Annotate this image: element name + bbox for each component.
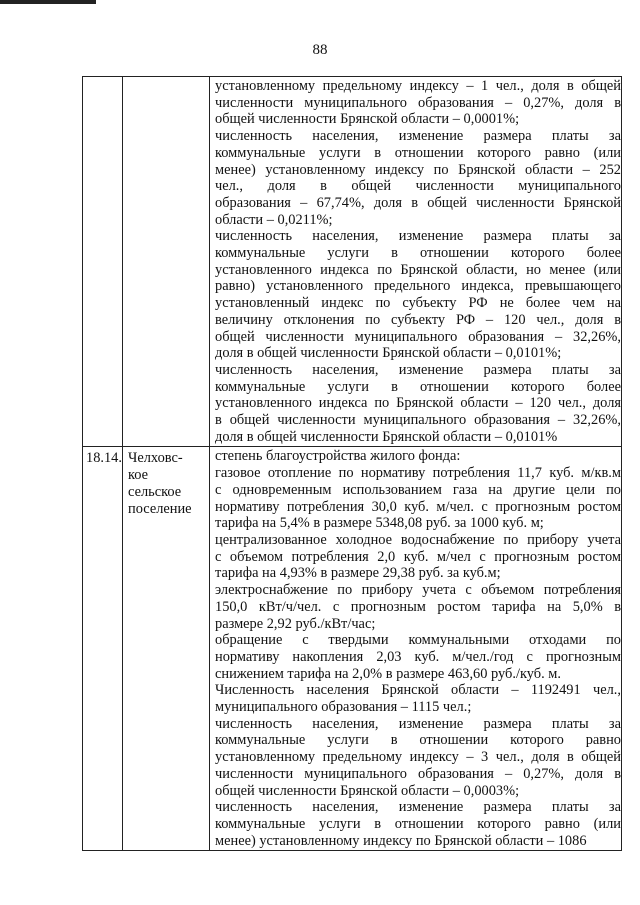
text-line: общей численности муниципального образования – 32,26%, (215, 328, 621, 345)
document-table (82, 76, 622, 851)
text-line: области – 0,0211%; (215, 211, 333, 228)
text-line: равно) установленного предельного индекса, превышающего (215, 278, 621, 295)
description-text (210, 77, 621, 446)
settlement-name-line: сельское (128, 483, 182, 500)
text-line: численности муниципального образования – 0,27%, доля в (215, 94, 621, 111)
text-line: 150,0 кВт/ч/чел. с прогнозным ростом тарифа на 5,0% в (215, 598, 621, 615)
text-line: в общей численности муниципального образования – 32,26%, (215, 412, 621, 429)
text-line: с объемом потребления 2,0 куб. м/чел с прогнозным ростом (215, 548, 621, 565)
text-line: доля в общей численности Брянской области – 0,0101%; (215, 345, 562, 362)
text-line: тарифа на 4,93% в размере 29,38 руб. за куб.м; (215, 565, 501, 582)
text-line: общей численности Брянской области – 0,0003%; (215, 782, 520, 799)
text-line: установленный индекс по субъекту РФ не более чем на (215, 295, 621, 312)
text-line: Численность населения Брянской области – 1192491 чел., (215, 682, 621, 699)
text-line: величину отклонения по субъекту РФ – 120 чел., доля в (215, 311, 621, 328)
text-line: нормативу накопления 2,03 куб. м/чел./год с прогнозным (215, 648, 621, 665)
text-line: коммунальные услуги в отношении которого более (215, 378, 621, 395)
table-row (83, 77, 622, 447)
text-line: установленному предельному индексу – 1 чел., доля в общей (215, 78, 621, 94)
text-line: образования – 67,74%, доля в общей численности Брянской (215, 194, 621, 211)
settlement-name (123, 77, 209, 80)
text-line: нормативу потребления 30,0 куб. м/чел. с прогнозным ростом (215, 498, 621, 515)
text-line: электроснабжение по прибору учета с объемом потребления (215, 582, 621, 599)
settlement-name (123, 447, 209, 517)
settlement-name-cell (123, 447, 210, 851)
text-line: газовое отопление по нормативу потребления 11,7 куб. м/кв.м (215, 465, 621, 482)
row-number-cell (83, 447, 123, 851)
text-line: размере 2,92 руб./кВт/час; (215, 615, 376, 632)
page-number: 88 (312, 42, 328, 58)
description-text (210, 447, 621, 850)
text-line: степень благоустройства жилого фонда: (215, 448, 461, 465)
text-line: менее) установленному индексу по Брянской области – 252 (215, 161, 621, 178)
settlement-name-cell (123, 77, 210, 447)
text-line: численность населения, изменение размера платы за (215, 228, 621, 245)
text-line: менее) установленному индексу по Брянской области – 1086 (215, 832, 587, 849)
text-line: установленному предельному индексу – 3 чел., доля в общей (215, 749, 621, 766)
text-line: численность населения, изменение размера платы за (215, 361, 621, 378)
row-number (83, 77, 122, 80)
text-line: коммунальные услуги в отношении которого равно (или (215, 815, 621, 832)
top-edge-mark (0, 0, 96, 4)
row-number: 18.14. (86, 450, 122, 467)
text-line: коммунальные услуги в отношении которого равно (215, 732, 621, 749)
text-line: обращение с твердыми коммунальными отходами по (215, 632, 621, 649)
text-line: коммунальные услуги в отношении которого равно (или (215, 144, 621, 161)
text-line: доля в общей численности Брянской области – 0,0101% (215, 428, 558, 445)
text-line: установленного индекса по Брянской области – 120 чел., доля (215, 395, 621, 412)
text-line: чел., доля в общей численности муниципального (215, 178, 621, 195)
text-line: численности муниципального образования – 0,27%, доля в (215, 765, 621, 782)
text-line: установленного индекса по Брянской области, но менее (или (215, 261, 621, 278)
text-line: централизованное холодное водоснабжение по прибору учета (215, 531, 621, 548)
text-line: общей численности Брянской области – 0,0001%; (215, 111, 520, 128)
text-line: численность населения, изменение размера платы за (215, 799, 621, 816)
text-line: муниципального образования – 1115 чел.; (215, 699, 472, 716)
settlement-name-line: кое (128, 467, 149, 484)
description-cell (210, 447, 622, 851)
row-number-cell (83, 77, 123, 447)
text-line: коммунальные услуги в отношении которого более (215, 245, 621, 262)
settlement-name-line: поселение (128, 500, 192, 517)
text-line: численность населения, изменение размера платы за (215, 128, 621, 145)
table-row (83, 447, 622, 851)
text-line: с одновременным использованием газа на другие цели по (215, 481, 621, 498)
text-line: численность населения, изменение размера платы за (215, 715, 621, 732)
text-line: тарифа на 5,4% в размере 5348,08 руб. за 1000 куб. м; (215, 515, 544, 532)
text-line: снижением тарифа на 2,0% в размере 463,60 руб./куб. м. (215, 665, 561, 682)
settlement-name-line: Челховс- (128, 450, 183, 467)
description-cell (210, 77, 622, 447)
